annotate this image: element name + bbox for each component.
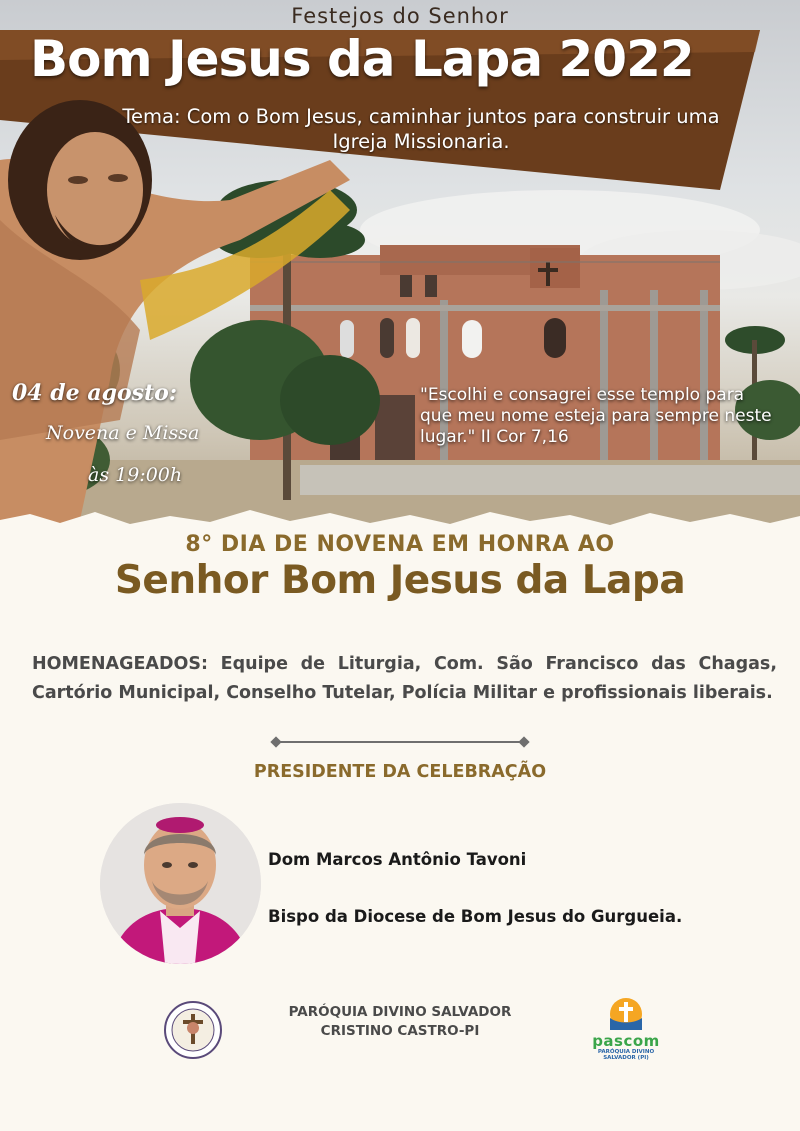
event-subtitle: Festejos do Senhor [291, 4, 509, 28]
event-activity: Novena e Missa [46, 422, 200, 444]
honored-paragraph [32, 650, 777, 708]
event-title: Bom Jesus da Lapa 2022 [30, 30, 694, 88]
bishop-name: Dom Marcos Antônio Tavoni [268, 850, 527, 869]
parish-seal-icon [163, 1000, 223, 1060]
parish-name: PARÓQUIA DIVINO SALVADOR [288, 1004, 512, 1020]
honored-list: Equipe de Liturgia, Com. São Francisco das Chagas, Cartório Municipal, Conselho Tutelar, Polícia Militar e profissionais liberais. [32, 654, 777, 703]
event-theme: Tema: Com o Bom Jesus, caminhar juntos para construir uma Igreja Missionaria. [122, 105, 720, 153]
novena-day-heading: 8° DIA DE NOVENA EM HONRA AO [185, 532, 615, 557]
event-date: 04 de agosto: [12, 380, 177, 406]
parish-city: CRISTINO CASTRO-PI [320, 1023, 480, 1039]
novena-honoree: Senhor Bom Jesus da Lapa [114, 558, 686, 603]
divider [272, 737, 528, 747]
bishop-title: Bispo da Diocese de Bom Jesus do Gurgueia. [268, 907, 683, 926]
bishop-photo [100, 803, 261, 964]
pascom-subtitle: PARÓQUIA DIVINO SALVADOR (PI) [597, 1049, 655, 1061]
pascom-wordmark: pascom [592, 1032, 660, 1050]
hero-photo [0, 0, 800, 540]
event-time: às 19:00h [88, 464, 183, 486]
honored-label: HOMENAGEADOS: [32, 654, 208, 674]
bible-quote: "Escolhi e consagrei esse templo para que meu nome esteja para sempre neste lugar." II Cor 7,16 [420, 385, 772, 447]
celebration-heading: PRESIDENTE DA CELEBRAÇÃO [253, 762, 547, 782]
